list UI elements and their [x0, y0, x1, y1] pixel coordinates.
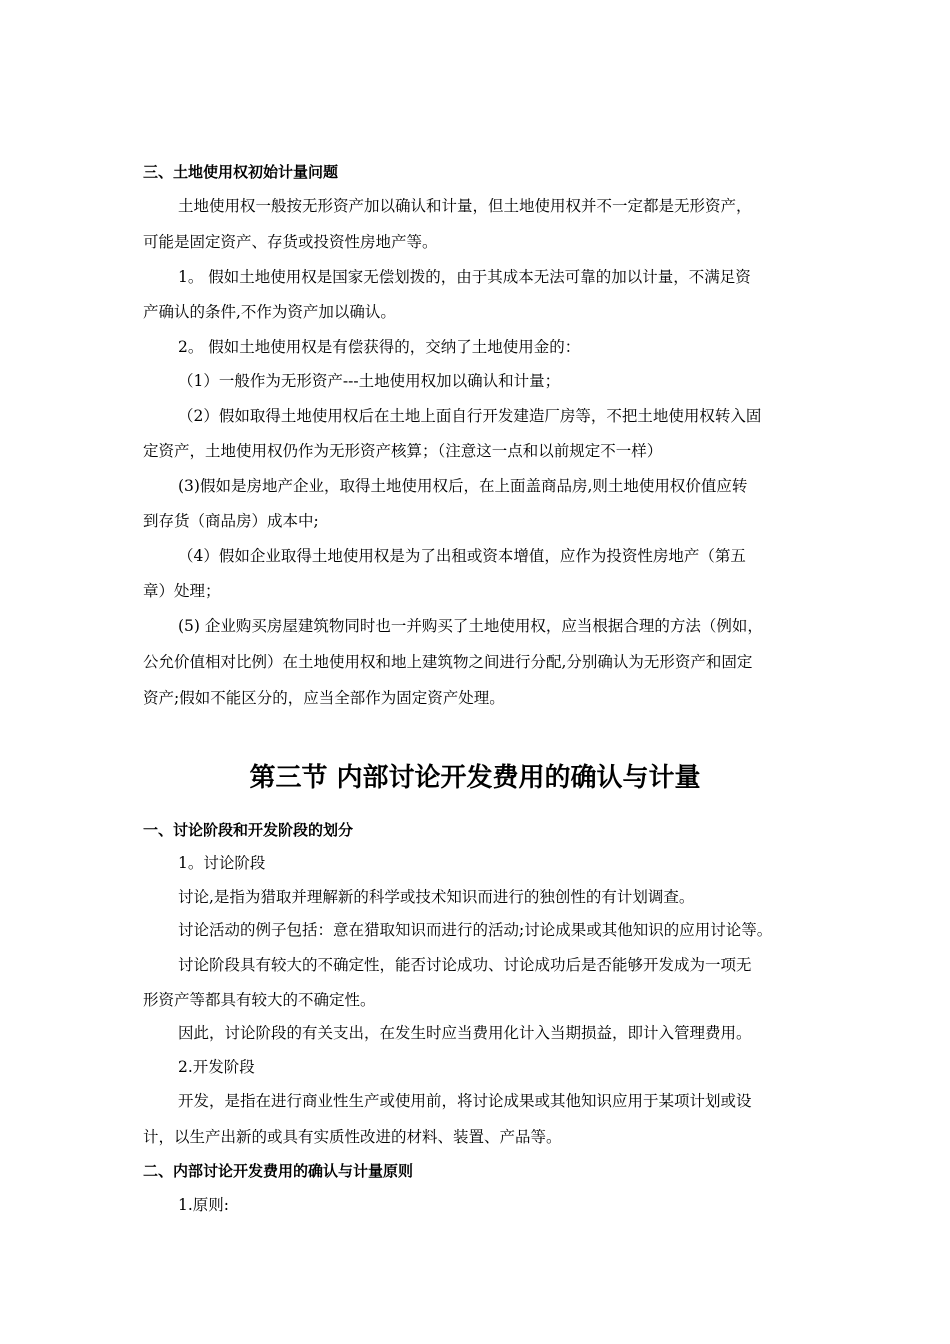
section-heading: 三、土地使用权初始计量问题 — [143, 163, 339, 181]
paragraph-line: (3)假如是房地产企业，取得土地使用权后，在上面盖商品房,则土地使用权价值应转 — [178, 477, 748, 495]
paragraph-line: 可能是固定资产、存货或投资性房地产等。 — [143, 233, 438, 251]
paragraph-line: 讨论,是指为猎取并理解新的科学或技术知识而进行的独创性的有计划调查。 — [178, 888, 695, 906]
paragraph-line: (5) 企业购买房屋建筑物同时也一并购买了土地使用权，应当根据合理的方法（例如， — [178, 617, 763, 635]
paragraph-line: （2）假如取得土地使用权后在土地上面自行开发建造厂房等，不把土地使用权转入固 — [178, 407, 762, 425]
paragraph-line: 1。讨论阶段 — [178, 854, 266, 872]
paragraph-line: （1）一般作为无形资产---土地使用权加以确认和计量； — [178, 372, 561, 390]
paragraph-line: 定资产，土地使用权仍作为无形资产核算；（注意这一点和以前规定不一样） — [143, 442, 663, 460]
paragraph-line: 章）处理； — [143, 582, 221, 600]
paragraph-line: 资产;假如不能区分的，应当全部作为固定资产处理。 — [143, 689, 505, 707]
paragraph-line: 因此，讨论阶段的有关支出，在发生时应当费用化计入当期损益，即计入管理费用。 — [178, 1024, 752, 1042]
paragraph-line: 计，以生产出新的或具有实质性改进的材料、装置、产品等。 — [143, 1128, 562, 1146]
paragraph-line: 讨论阶段具有较大的不确定性，能否讨论成功、讨论成功后是否能够开发成为一项无 — [178, 956, 752, 974]
paragraph-line: 公允价值相对比例）在土地使用权和地上建筑物之间进行分配,分别确认为无形资产和固定 — [143, 653, 753, 671]
paragraph-line: 1。 假如土地使用权是国家无偿划拨的，由于其成本无法可靠的加以计量，不满足资 — [178, 268, 751, 286]
paragraph-line: 2.开发阶段 — [178, 1058, 255, 1076]
paragraph-line: 1.原则: — [178, 1196, 230, 1214]
paragraph-line: 土地使用权一般按无形资产加以确认和计量，但土地使用权并不一定都是无形资产， — [178, 197, 752, 215]
section-heading: 一、讨论阶段和开发阶段的划分 — [143, 821, 354, 839]
paragraph-line: 2。 假如土地使用权是有偿获得的，交纳了土地使用金的： — [178, 338, 581, 356]
paragraph-line: 讨论活动的例子包括：意在猎取知识而进行的活动;讨论成果或其他知识的应用讨论等。 — [178, 921, 773, 939]
section-title: 第三节 内部讨论开发费用的确认与计量 — [249, 763, 701, 793]
paragraph-line: 产确认的条件,不作为资产加以确认。 — [143, 303, 396, 321]
paragraph-line: （4）假如企业取得土地使用权是为了出租或资本增值，应作为投资性房地产（第五 — [178, 547, 746, 565]
paragraph-line: 形资产等都具有较大的不确定性。 — [143, 991, 376, 1009]
section-heading: 二、内部讨论开发费用的确认与计量原则 — [143, 1162, 414, 1180]
paragraph-line: 到存货（商品房）成本中; — [143, 512, 319, 530]
paragraph-line: 开发，是指在进行商业性生产或使用前，将讨论成果或其他知识应用于某项计划或设 — [178, 1092, 752, 1110]
